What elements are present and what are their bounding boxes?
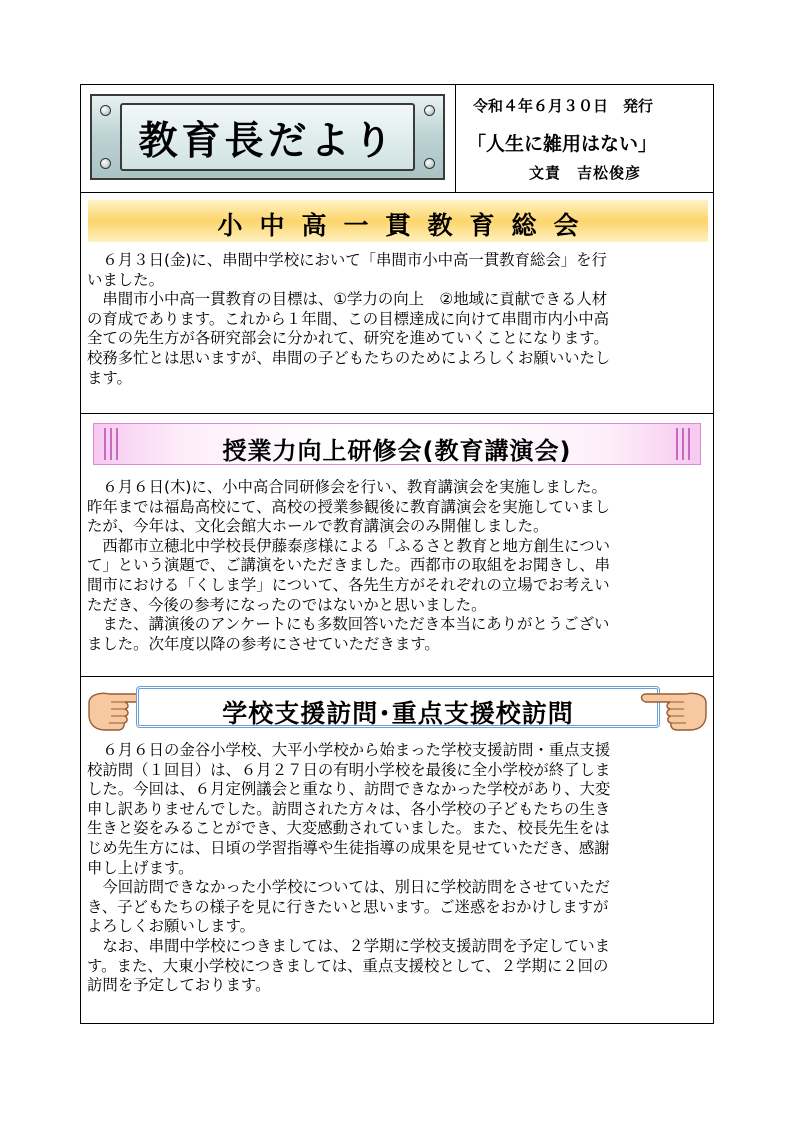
body-text-line: 申し訳ありませんでした。訪問された方々は、各小学校の子どもたちの生き [87,799,611,818]
body-text-line: 生きと姿をみることができ、大変感動されていました。また、校長先生をは [87,819,610,838]
section-divider [81,413,713,414]
issue-date: 令和４年６月３０日 発行 [473,97,654,115]
body-text-line: よろしくお願いします。 [87,917,256,936]
body-text-line: なお、串間中学校につきましては、２学期に学校支援訪問を予定していま [87,936,610,955]
body-text-line: 校務多忙とは思いますが、串間の子どもたちのためによろしくお願いいたし [87,348,611,367]
newsletter-title: 教育長だより [138,119,397,164]
motto: 「人生に雑用はない」 [467,133,658,155]
section-2-heading: 授業力向上研修会(教育講演会) [222,437,572,465]
body-text-line: ６月３日(金)に、串間中学校において「串間市小中高一貫教育総会」を行 [87,251,607,269]
section-divider [81,192,713,193]
body-text-line: 校訪問（１回目）は、６月２７日の有明小学校を最後に全小学校が終了しま [87,760,611,779]
section-2-banner [93,423,701,465]
body-text-line: 全ての先生方が各研究部会に分かれて、研究を進めていくことになります。 [87,329,609,348]
body-text-line: じめ先生方には、日頃の学習指導や生徒指導の成果を見せていただき、感謝 [87,838,610,857]
body-text-line: また、講演後のアンケートにも多数回答いただき本当にありがとうござい [87,615,610,634]
body-text-line: 申し上げます。 [87,858,194,877]
body-text-line: 訪問を予定しております。 [87,976,271,995]
body-text-line: 今回訪問できなかった小学校については、別日に学校訪問をさせていただ [87,878,610,897]
newsletter-frame [80,84,714,1024]
body-text-line: き、子どもたちの様子を見に行きたいと思います。ご迷惑をおかけしますが [87,897,609,916]
body-text-line: 串間市小中高一貫教育の目標は、①学力の向上 ②地域に貢献できる人材 [87,290,608,309]
body-text-line: ました。次年度以降の参考にさせていただきます。 [87,634,440,653]
body-text-line: て」という演題で、ご講演をいただきました。西都市の取組をお聞きし、串 [87,556,610,575]
section-1-banner [88,200,708,242]
body-text-line: 間市における「くしま学」について、各先生方がそれぞれの立場でお考えい [87,575,610,594]
pointing-hand-icon [638,683,710,735]
author: 文責 吉松俊彦 [529,164,642,182]
title-plaque [90,94,445,180]
section-2-body [87,478,711,654]
body-text-line: 昨年までは福島高校にて、高校の授業参観後に教育講演会を実施していまし [87,497,610,516]
header-divider [455,85,456,192]
section-3-banner [136,686,660,728]
section-3-heading: 学校支援訪問･重点支援校訪問 [222,699,574,728]
body-text-line: した。今回は、６月定例議会と重なり、訪問できなかった学校があり、大変 [87,780,611,799]
body-text-line: たが、今年は、文化会館大ホールで教育講演会のみ開催しました。 [87,517,549,536]
body-text-line: 西都市立穂北中学校長伊藤泰彦様による「ふるさと教育と地方創生につい [87,536,610,555]
section-1-body [87,251,711,388]
body-text-line: ます。 [87,368,132,387]
body-text-line: ６月６日(木)に、小中高合同研修会を行い、教育講演会を実施しました。 [87,478,607,496]
section-divider [81,676,713,677]
body-text-line: いました。 [87,270,164,289]
section-3-body [87,741,711,996]
body-text-line: す。また、大東小学校につきましては、重点支援校として、２学期に２回の [87,956,609,975]
body-text-line: ただき、今後の参考になったのではないかと思いました。 [87,595,487,614]
body-text-line: の育成であります。これから１年間、この目標達成に向けて串間市内小中高 [87,309,610,328]
section-1-heading: 小中高一貫教育総会 [217,211,596,240]
body-text-line: ６月６日の金谷小学校、大平小学校から始まった学校支援訪問・重点支援 [87,741,611,759]
